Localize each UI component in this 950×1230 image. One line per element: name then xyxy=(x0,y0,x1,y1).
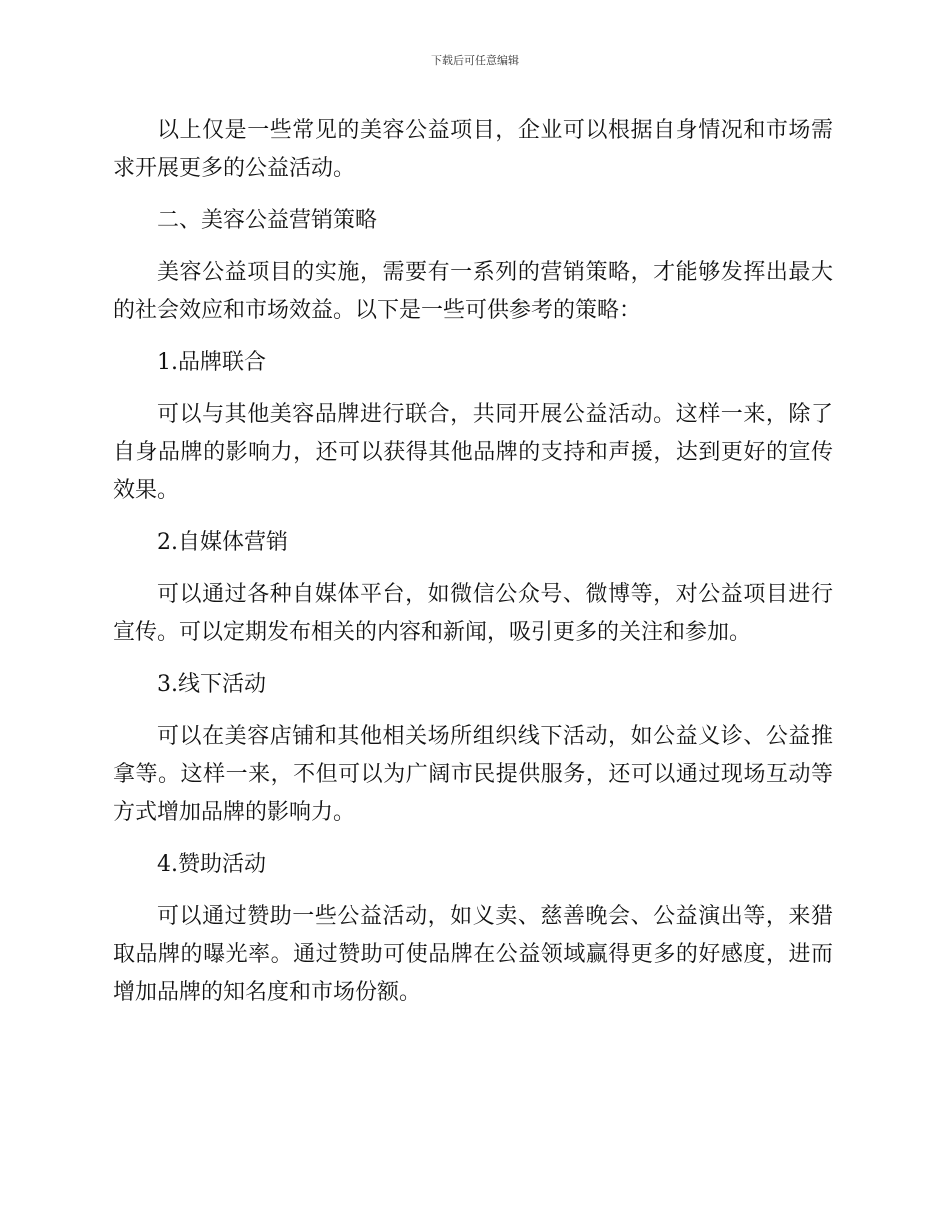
paragraph-sponsorship: 可以通过赞助一些公益活动，如义卖、慈善晚会、公益演出等，来猎取品牌的曝光率。通过赞助可使品牌在公益领域赢得更多的好感度，进而增加品牌的知名度和市场份额。 xyxy=(113,904,833,1005)
paragraph-offline-events: 可以在美容店铺和其他相关场所组织线下活动，如公益义诊、公益推拿等。这样一来，不但可以为广阔市民提供服务，还可以通过现场互动等方式增加品牌的影响力。 xyxy=(113,724,833,825)
subheading-brand-alliance: 1.品牌联合 xyxy=(157,350,266,375)
document-body xyxy=(113,112,833,1012)
paragraph-strategy-intro: 美容公益项目的实施，需要有一系列的营销策略，才能够发挥出最大的社会效应和市场效益。以下是一些可供参考的策略： xyxy=(113,260,833,323)
page-header-note: 下载后可任意编辑 xyxy=(431,54,519,67)
subheading-sponsorship: 4.赞助活动 xyxy=(157,852,266,877)
section-heading-marketing-strategy: 二、美容公益营销策略 xyxy=(157,208,378,233)
subheading-offline-events: 3.线下活动 xyxy=(157,672,266,697)
subheading-self-media: 2.自媒体营销 xyxy=(157,530,288,555)
paragraph-intro-summary: 以上仅是一些常见的美容公益项目，企业可以根据自身情况和市场需求开展更多的公益活动。 xyxy=(113,118,833,181)
paragraph-self-media: 可以通过各种自媒体平台，如微信公众号、微博等，对公益项目进行宣传。可以定期发布相关的内容和新闻，吸引更多的关注和参加。 xyxy=(113,582,833,645)
paragraph-brand-alliance: 可以与其他美容品牌进行联合，共同开展公益活动。这样一来，除了自身品牌的影响力，还可以获得其他品牌的支持和声援，达到更好的宣传效果。 xyxy=(113,402,833,503)
